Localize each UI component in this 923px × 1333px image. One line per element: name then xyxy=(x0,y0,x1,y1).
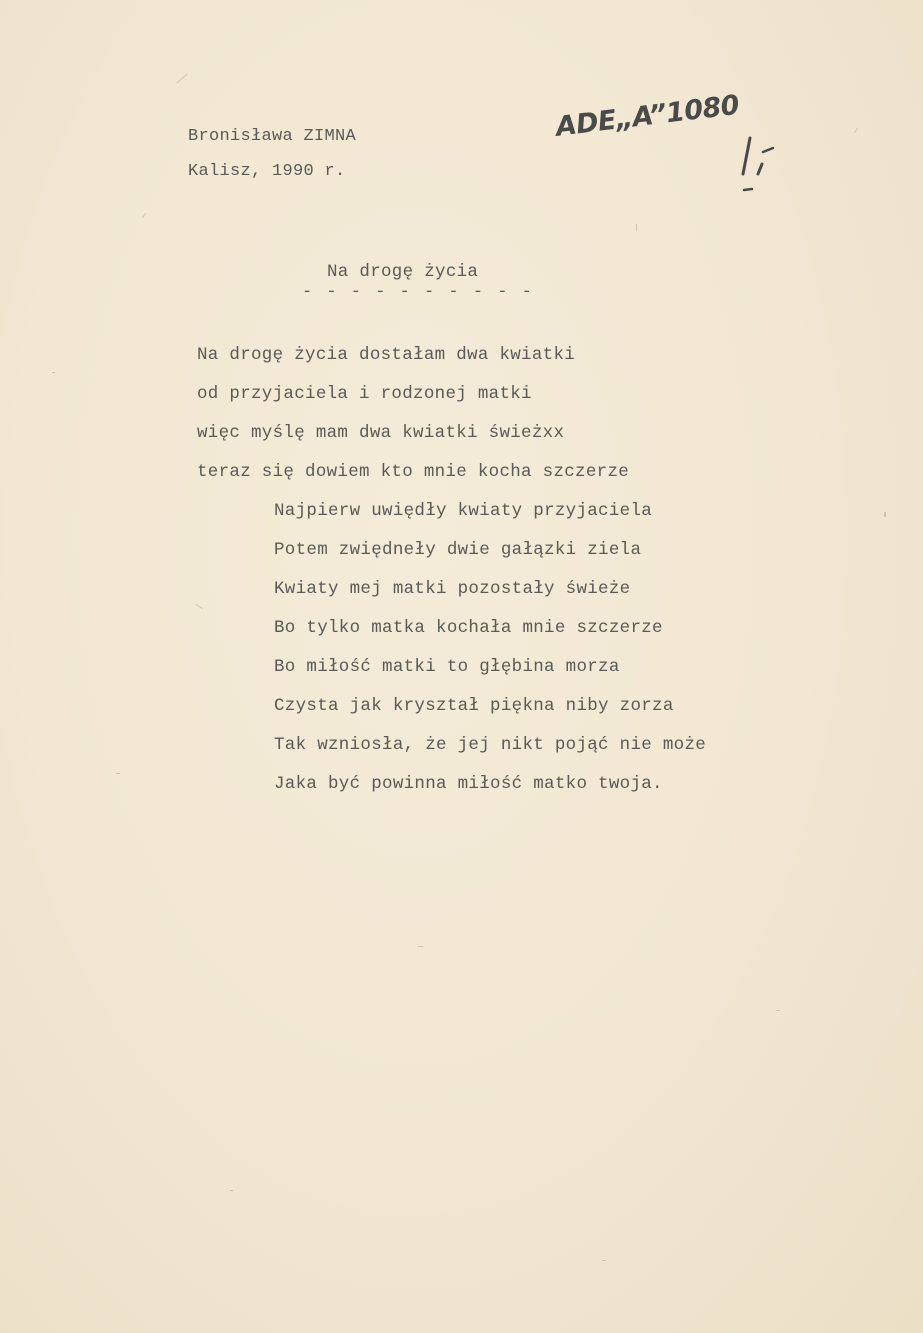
pen-slash-marks xyxy=(556,112,786,202)
paper-fleck xyxy=(776,1010,780,1011)
poem-line-8: Bo tylko matka kochała mnie szczerze xyxy=(274,618,663,638)
paper-fleck xyxy=(195,604,202,609)
archive-signature-mark xyxy=(554,89,786,202)
paper-fleck xyxy=(884,512,886,517)
poem-line-1: Na drogę życia dostałam dwa kwiatki xyxy=(197,345,576,365)
paper-fleck xyxy=(176,74,187,84)
poem-line-10: Czysta jak kryształ piękna niby zorza xyxy=(274,696,674,716)
poem-line-4: teraz się dowiem kto mnie kocha szczerze xyxy=(197,462,630,482)
poem-line-6: Potem zwiędneły dwie gałązki ziela xyxy=(274,540,642,560)
poem-line-2: od przyjaciela i rodzonej matki xyxy=(197,384,532,404)
paper-fleck xyxy=(230,1190,233,1191)
author-name: Bronisława ZIMNA xyxy=(188,127,357,146)
poem-line-12: Jaka być powinna miłość matko twoja. xyxy=(274,774,663,794)
paper-fleck xyxy=(116,773,120,774)
poem-title-underline: - - - - - - - - - - xyxy=(302,283,534,302)
paper-fleck xyxy=(636,224,637,231)
poem-line-5: Najpierw uwiędły kwiaty przyjaciela xyxy=(274,501,653,521)
poem-line-7: Kwiaty mej matki pozostały świeże xyxy=(274,579,631,599)
paper-fleck xyxy=(52,372,55,373)
paper-fleck xyxy=(854,128,858,134)
paper-fleck xyxy=(142,213,146,218)
poem-line-3: więc myślę mam dwa kwiatki świeżxx xyxy=(197,423,565,443)
paper-fleck xyxy=(602,1260,606,1261)
place-date: Kalisz, 1990 r. xyxy=(188,162,346,181)
poem-title: Na drogę życia xyxy=(327,262,479,282)
poem-line-11: Tak wzniosła, że jej nikt pojąć nie może xyxy=(274,735,707,755)
poem-line-9: Bo miłość matki to głębina morza xyxy=(274,657,620,677)
archive-number: ADE„A”1080 xyxy=(554,89,741,143)
paper-fleck xyxy=(418,946,423,947)
